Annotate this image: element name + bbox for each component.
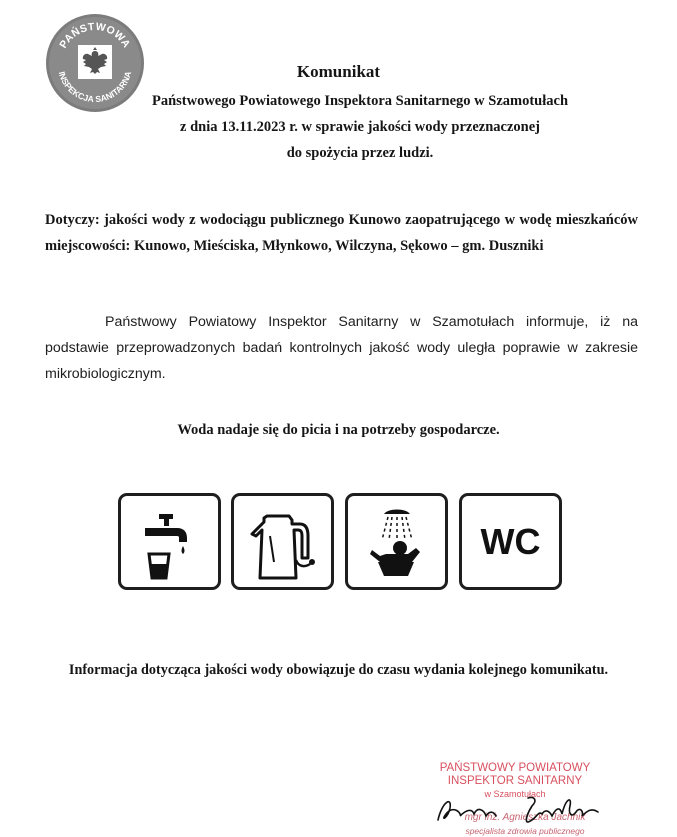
subject-paragraph: Dotyczy: jakości wody z wodociągu publicznego Kunowo zaopatrującego w wodę mieszkańców miejscowości: Kunowo, Mieściska, Młynkowo, Wilczyna, Sękowo – gm. Duszniki: [45, 212, 638, 254]
stamp-role: specjalista zdrowia publicznego: [465, 826, 585, 836]
cooking-pictogram: [231, 493, 334, 590]
tap-drinking-icon: [121, 496, 218, 587]
stamp-line-1: PAŃSTWOWY POWIATOWY: [439, 762, 591, 774]
logo-bottom-text: INSPEKCJA SANITARNA: [56, 70, 134, 105]
hygiene-pictogram: [345, 493, 448, 590]
header-line-3: do spożycia przez ludzi.: [286, 145, 434, 161]
shower-bath-icon: [348, 496, 445, 587]
verdict-text: Woda nadaje się do picia i na potrzeby gospodarcze.: [177, 422, 500, 438]
header-line-1: Państwowego Powiatowego Inspektora Sanitarnego w Szamotułach: [151, 93, 569, 109]
stamp-line-2: INSPEKTOR SANITARNY: [447, 775, 583, 787]
header-line-2: z dnia 13.11.2023 r. w sprawie jakości wody przeznaczonej: [180, 119, 540, 135]
wc-label: WC: [480, 520, 541, 562]
handwritten-signature: [432, 792, 622, 826]
stamp-line-3: w Szamotułach: [484, 789, 546, 799]
footer-note: Informacja dotycząca jakości wody obowiązuje do czasu wydania kolejnego komunikatu.: [68, 662, 609, 678]
logo-top-text: PAŃSTWOWA: [57, 20, 133, 51]
document-title: Komunikat: [296, 62, 381, 81]
kettle-icon: [234, 496, 331, 587]
stamp-name: mgr inż. Agnieszka Jachnik: [464, 812, 586, 823]
body-paragraph: Państwowy Powiatowy Inspektor Sanitarny w Szamotułach informuje, iż na podstawie przeprowadzonych badań kontrolnych jakość wody uległa poprawie w zakresie mikrobiologicznym.: [45, 314, 638, 382]
drinking-pictogram: [118, 493, 221, 590]
toilet-pictogram: [459, 493, 562, 590]
